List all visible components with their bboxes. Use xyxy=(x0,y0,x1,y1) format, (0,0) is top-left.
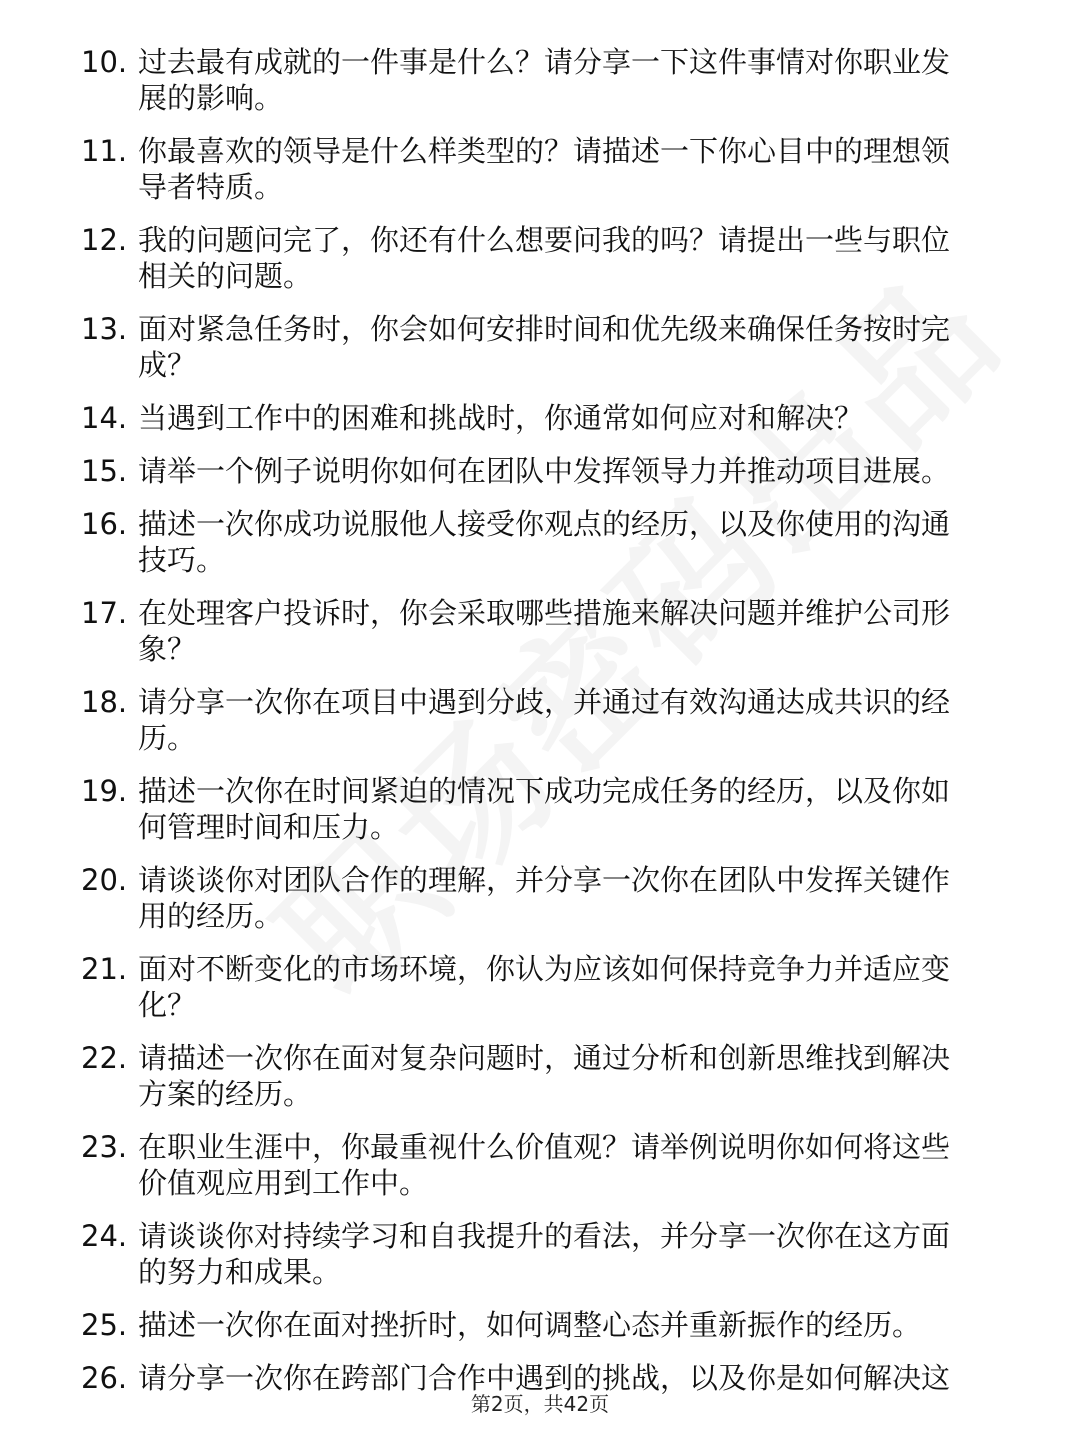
question-number: 23. xyxy=(81,1130,128,1164)
question-number: 17. xyxy=(81,596,128,630)
question-item xyxy=(0,951,1080,1023)
question-number: 21. xyxy=(81,952,128,986)
question-item xyxy=(0,453,1080,489)
question-number: 18. xyxy=(81,685,128,719)
question-number: 25. xyxy=(81,1308,128,1342)
question-text: 我的问题问完了，你还有什么想要问我的吗？请提出一些与职位相关的问题。 xyxy=(138,223,951,293)
question-item xyxy=(0,1307,1080,1343)
question-text: 请举一个例子说明你如何在团队中发挥领导力并推动项目进展。 xyxy=(138,454,951,488)
question-text: 描述一次你在面对挫折时，如何调整心态并重新振作的经历。 xyxy=(138,1308,922,1342)
question-text: 在职业生涯中，你最重视什么价值观？请举例说明你如何将这些价值观应用到工作中。 xyxy=(138,1130,951,1200)
question-item xyxy=(0,684,1080,756)
question-number: 26. xyxy=(81,1361,128,1395)
question-number: 16. xyxy=(81,507,128,541)
question-item xyxy=(0,222,1080,294)
question-item xyxy=(0,506,1080,578)
question-text: 面对不断变化的市场环境，你认为应该如何保持竞争力并适应变化？ xyxy=(138,952,951,1022)
question-number: 12. xyxy=(81,223,128,257)
question-item xyxy=(0,133,1080,205)
question-item xyxy=(0,1218,1080,1290)
question-number: 15. xyxy=(81,454,128,488)
question-text: 描述一次你在时间紧迫的情况下成功完成任务的经历，以及你如何管理时间和压力。 xyxy=(138,774,951,844)
question-number: 24. xyxy=(81,1219,128,1253)
question-number: 11. xyxy=(81,134,128,168)
question-text: 过去最有成就的一件事是什么？请分享一下这件事情对你职业发展的影响。 xyxy=(138,45,951,115)
question-number: 10. xyxy=(81,45,128,79)
question-number: 13. xyxy=(81,312,128,346)
question-item xyxy=(0,44,1080,116)
page-footer: 第2页，共42页 xyxy=(470,1392,610,1416)
question-text: 面对紧急任务时，你会如何安排时间和优先级来确保任务按时完成？ xyxy=(138,312,951,382)
question-item xyxy=(0,595,1080,667)
question-text: 请谈谈你对持续学习和自我提升的看法，并分享一次你在这方面的努力和成果。 xyxy=(138,1219,951,1289)
question-item xyxy=(0,400,1080,436)
question-item xyxy=(0,1129,1080,1201)
question-text: 请谈谈你对团队合作的理解，并分享一次你在团队中发挥关键作用的经历。 xyxy=(138,863,951,933)
question-text: 当遇到工作中的困难和挑战时，你通常如何应对和解决？ xyxy=(138,401,864,435)
question-text: 请描述一次你在面对复杂问题时，通过分析和创新思维找到解决方案的经历。 xyxy=(138,1041,951,1111)
question-item xyxy=(0,311,1080,383)
question-number: 14. xyxy=(81,401,128,435)
question-number: 20. xyxy=(81,863,128,897)
question-item xyxy=(0,862,1080,934)
question-text: 在处理客户投诉时，你会采取哪些措施来解决问题并维护公司形象？ xyxy=(138,596,951,666)
question-text: 请分享一次你在跨部门合作中遇到的挑战，以及你是如何解决这 xyxy=(138,1361,951,1395)
question-number: 19. xyxy=(81,774,128,808)
question-item xyxy=(0,773,1080,845)
question-list xyxy=(0,44,1080,1413)
question-text: 你最喜欢的领导是什么样类型的？请描述一下你心目中的理想领导者特质。 xyxy=(138,134,951,204)
question-text: 请分享一次你在项目中遇到分歧，并通过有效沟通达成共识的经历。 xyxy=(138,685,951,755)
question-item xyxy=(0,1040,1080,1112)
question-number: 22. xyxy=(81,1041,128,1075)
question-text: 描述一次你成功说服他人接受你观点的经历，以及你使用的沟通技巧。 xyxy=(138,507,951,577)
